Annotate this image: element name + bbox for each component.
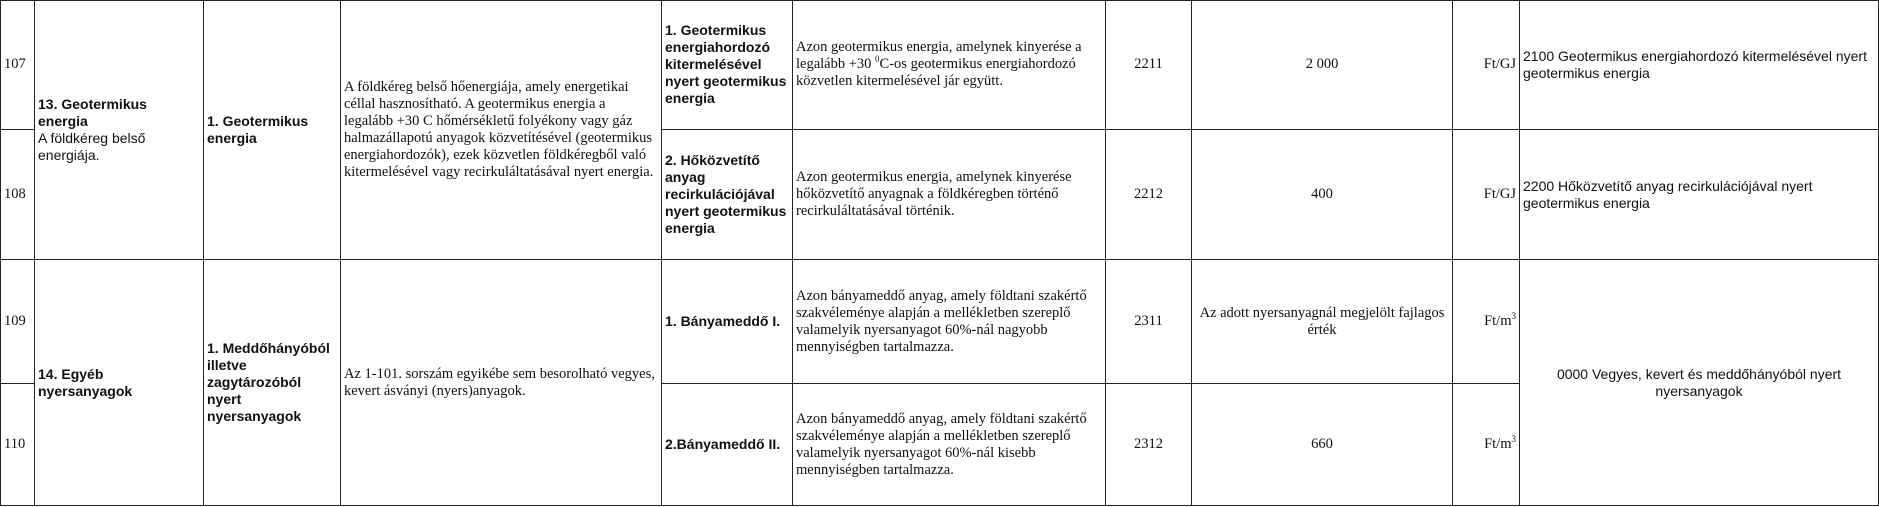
subcategory-description: Azon bányameddő anyag, amely földtani szakértő szakvéleménye alapján a mellékletben szereplő valamelyik nyersanyagot 60%-nál kisebb mennyiségben tartalmazza. <box>793 384 1106 506</box>
subcategory-name: 2. Hőközvetítő anyag recirkulációjával nyert geotermikus energia <box>662 129 793 259</box>
unit-text: Ft/m <box>1484 436 1512 453</box>
row-number: 108 <box>1 129 35 259</box>
subcategory-name: 1. Bányameddő I. <box>662 260 793 384</box>
degree-superscript: 0 <box>875 54 880 65</box>
category-description: A földkéreg belső energiája. <box>38 130 146 164</box>
code-cell: 2211 <box>1106 1 1192 130</box>
classification-cell: 2200 Hőközvetítő anyag recirkulációjával nyert geotermikus energia <box>1520 129 1879 259</box>
subcategory-description: Azon geotermikus energia, amelynek kinyerése hőközvetítő anyagnak a földkéregben történő recirkuláltatásával történik. <box>793 129 1106 259</box>
group-name: 1. Meddőhányóból illetve zagytározóból nyert nyersanyagok <box>204 260 341 506</box>
classification-cell: 0000 Vegyes, kevert és meddőhányóból nyert nyersanyagok <box>1520 260 1879 506</box>
subcategory-description: Azon bányameddő anyag, amely földtani szakértő szakvéleménye alapján a mellékletben szereplő valamelyik nyersanyagot 60%-nál nagyobb mennyiségben tartalmazza. <box>793 260 1106 384</box>
unit-text: Ft/m <box>1484 313 1512 330</box>
code-cell: 2212 <box>1106 129 1192 259</box>
unit-cell <box>1453 384 1520 506</box>
code-cell: 2311 <box>1106 260 1192 384</box>
category-title: 14. Egyéb nyersanyagok <box>35 260 204 506</box>
subcategory-name: 1. Geotermikus energiahordozó kitermelésével nyert geotermikus energia <box>662 1 793 130</box>
subcategory-description <box>793 1 1106 130</box>
code-cell: 2312 <box>1106 384 1192 506</box>
unit-cell <box>1453 129 1520 259</box>
table-row <box>1 1 1879 130</box>
group-description: Az 1-101. sorszám egyikébe sem besorolható vegyes, kevert ásványi (nyers)anyagok. <box>341 260 662 506</box>
row-number: 109 <box>1 260 35 384</box>
value-cell: 400 <box>1192 129 1453 259</box>
group-description: A földkéreg belső hőenergiája, amely energetikai céllal hasznosítható. A geotermikus energia a legalább +30 C hőmérsékletű folyékony vagy gáz halmazállapotú anyagok közvetítésével (geotermikus energiahordozók), ezek közvetlen földkéregből való kitermelésével vagy recirkuláltatásával nyert energia. <box>341 1 662 260</box>
unit-text: Ft/GJ <box>1483 56 1516 73</box>
subcategory-name: 2.Bányameddő II. <box>662 384 793 506</box>
group-name: 1. Geotermikus energia <box>204 1 341 260</box>
category-cell <box>35 1 204 260</box>
value-cell: 2 000 <box>1192 1 1453 130</box>
value-cell: 660 <box>1192 384 1453 506</box>
subcategory-description-text: Azon geotermikus energia, amelynek kinyerése a legalább +30 <box>796 39 1082 73</box>
unit-superscript: 3 <box>1511 434 1516 445</box>
classification-cell: 2100 Geotermikus energiahordozó kitermelésével nyert geotermikus energia <box>1520 1 1879 130</box>
unit-cell <box>1453 260 1520 384</box>
unit-cell <box>1453 1 1520 130</box>
table-row <box>1 260 1879 384</box>
row-number: 110 <box>1 384 35 506</box>
unit-superscript: 3 <box>1511 311 1516 322</box>
value-cell: Az adott nyersanyagnál megjelölt fajlagos érték <box>1192 260 1453 384</box>
category-title: 13. Geotermikus energia <box>38 96 147 130</box>
subcategory-description-text-end: C-os geotermikus energiahordozó közvetlen kitermelésével jár együtt. <box>796 56 1076 90</box>
row-number: 107 <box>1 1 35 130</box>
unit-text: Ft/GJ <box>1483 186 1516 203</box>
